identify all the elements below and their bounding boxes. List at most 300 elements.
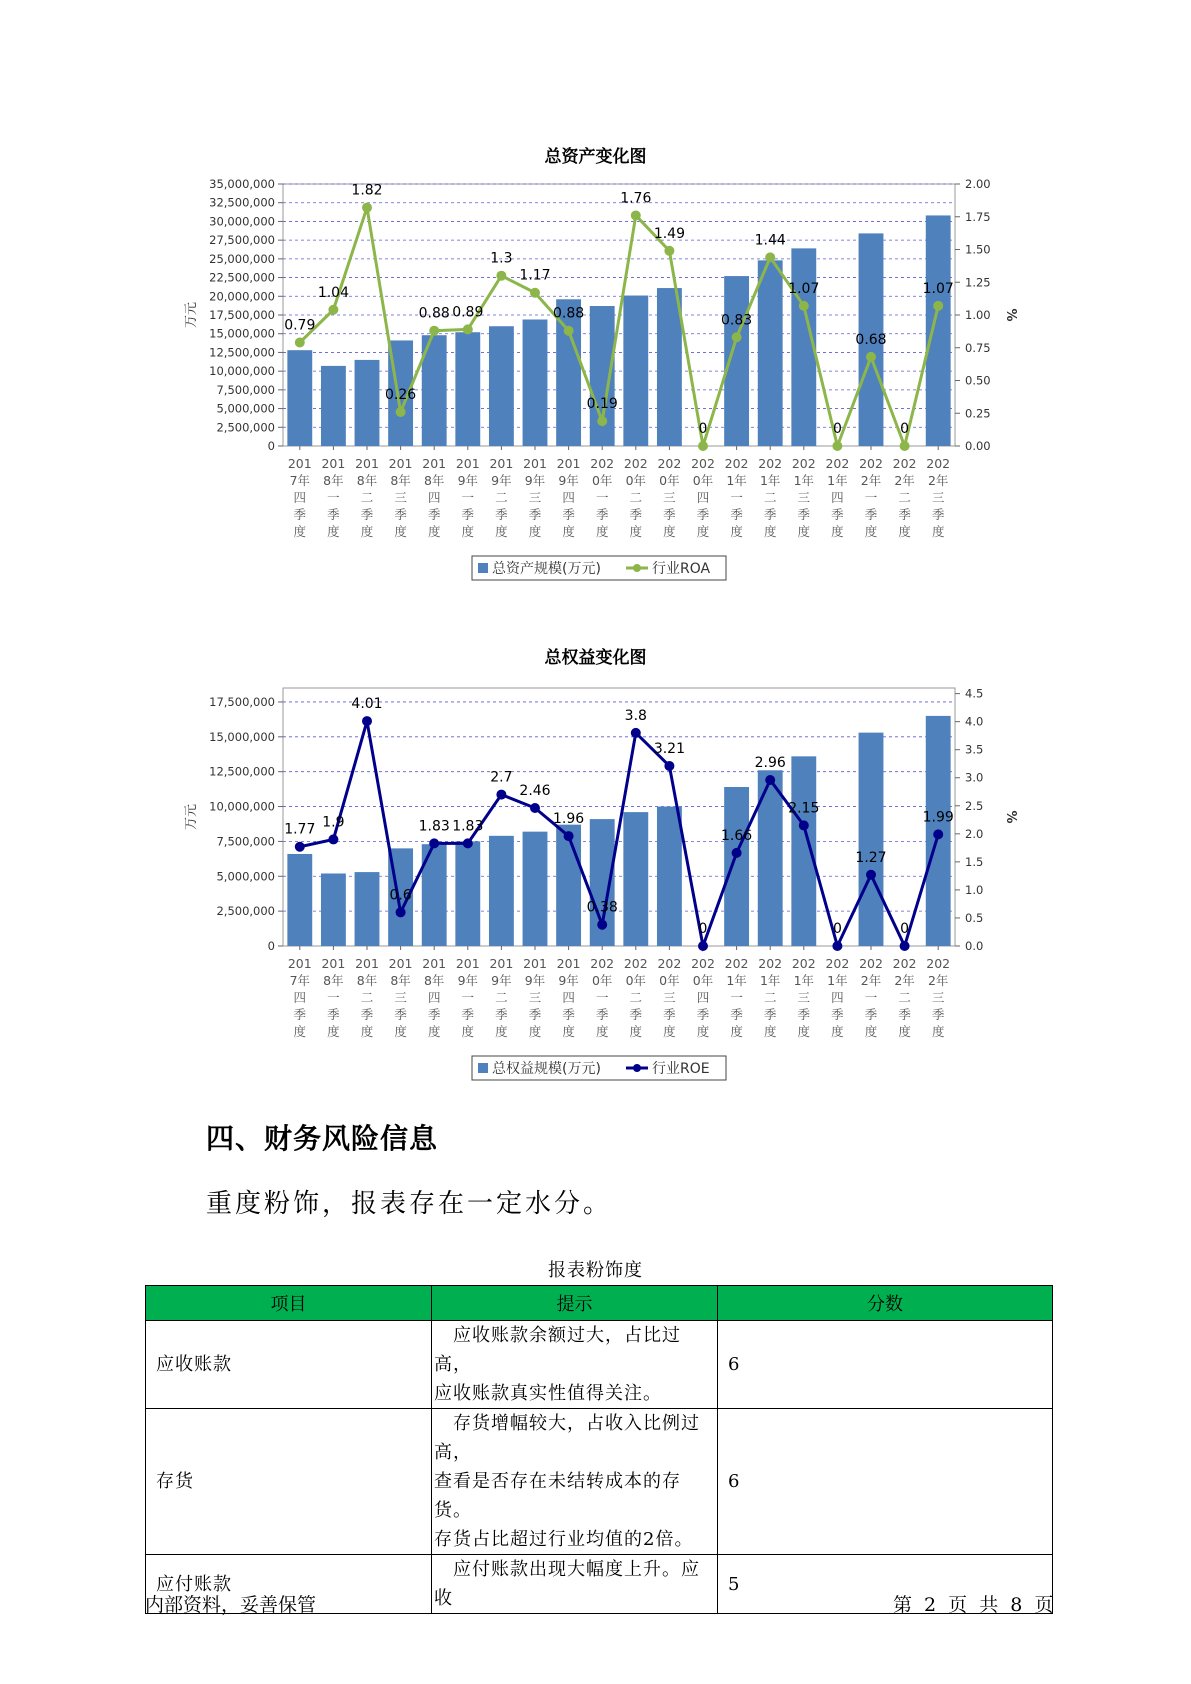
x-tick-label: 201 — [321, 956, 346, 971]
x-tick-label: 度 — [528, 524, 542, 539]
y-left-tick-label: 5,000,000 — [216, 869, 275, 884]
y-left-tick-label: 15,000,000 — [209, 326, 275, 341]
x-tick-label: 二 — [629, 490, 643, 505]
x-tick-label: 度 — [293, 1024, 307, 1039]
line-point — [698, 441, 708, 451]
line-data-label: 1.9 — [322, 814, 345, 831]
x-tick-label: 9年 — [457, 473, 479, 488]
x-tick-label: 201 — [523, 956, 547, 971]
x-tick-label: 季 — [293, 507, 307, 522]
x-tick-label: 0年 — [692, 473, 714, 488]
bar — [859, 733, 884, 946]
x-tick-label: 202 — [623, 956, 648, 971]
x-tick-label: 度 — [495, 1024, 508, 1039]
x-tick-label: 季 — [495, 1007, 508, 1022]
x-tick-label: 202 — [859, 956, 883, 971]
x-tick-label: 度 — [797, 1024, 811, 1039]
line-data-label: 1.83 — [452, 818, 484, 835]
x-tick-label: 9年 — [558, 973, 579, 988]
x-tick-label: 度 — [629, 524, 643, 539]
x-tick-label: 201 — [556, 956, 581, 971]
x-tick-label: 1年 — [726, 973, 747, 988]
x-tick-label: 三 — [394, 990, 407, 1005]
x-tick-label: 二 — [763, 490, 777, 505]
x-tick-label: 9年 — [558, 473, 579, 488]
bar — [657, 288, 682, 446]
x-tick-label: 季 — [663, 507, 676, 522]
x-tick-label: 0年 — [659, 973, 680, 988]
x-tick-label: 二 — [898, 490, 911, 505]
bar — [287, 854, 312, 946]
bar — [321, 366, 346, 446]
x-tick-label: 季 — [763, 1007, 777, 1022]
x-tick-label: 2年 — [860, 973, 882, 988]
section-body-text: 重度粉饰，报表存在一定水分。 — [206, 1189, 613, 1219]
bar — [724, 787, 749, 946]
x-tick-label: 7年 — [289, 973, 311, 988]
y-left-tick-label: 0 — [267, 439, 275, 453]
header-score: 分数 — [718, 1286, 1053, 1321]
y-left-tick-label: 5,000,000 — [216, 401, 275, 416]
y-right-tick-label: 1.0 — [965, 882, 984, 897]
line-data-label: 0.38 — [586, 899, 618, 916]
x-tick-label: 0年 — [659, 473, 680, 488]
x-tick-label: 季 — [898, 1007, 911, 1022]
x-tick-label: 9年 — [491, 473, 512, 488]
x-tick-label: 二 — [495, 490, 508, 505]
x-tick-label: 度 — [663, 1024, 676, 1039]
table-caption: 报表粉饰度 — [548, 1260, 643, 1281]
line-data-label: 0.6 — [389, 887, 412, 904]
y-right-tick-label: 1.5 — [965, 854, 984, 869]
line-data-label: 0.88 — [418, 305, 450, 322]
x-tick-label: 季 — [898, 507, 911, 522]
y-right-tick-label: 0.75 — [965, 340, 991, 355]
line-data-label: 1.76 — [620, 190, 652, 207]
x-tick-label: 季 — [931, 507, 945, 522]
x-tick-label: 度 — [427, 1024, 441, 1039]
y-left-tick-label: 7,500,000 — [216, 834, 275, 849]
line-point — [832, 441, 842, 451]
line-data-label: 2.46 — [519, 783, 551, 800]
x-tick-label: 季 — [931, 1007, 945, 1022]
y-left-axis-label: 万元 — [184, 301, 199, 329]
line-data-label: 1.17 — [519, 267, 551, 284]
row-item: 应收账款 — [146, 1321, 432, 1409]
y-right-tick-label: 0.00 — [965, 439, 991, 453]
line-data-label: 1.3 — [490, 250, 513, 267]
x-tick-label: 201 — [321, 456, 346, 471]
x-tick-label: 度 — [730, 524, 743, 539]
x-tick-label: 季 — [696, 507, 710, 522]
x-tick-label: 季 — [629, 507, 643, 522]
y-left-tick-label: 20,000,000 — [209, 289, 275, 304]
y-left-tick-label: 12,500,000 — [209, 345, 275, 360]
x-tick-label: 201 — [556, 456, 581, 471]
y-left-tick-label: 32,500,000 — [209, 195, 275, 210]
x-tick-label: 202 — [791, 956, 816, 971]
x-tick-label: 1年 — [759, 973, 781, 988]
x-tick-label: 8年 — [390, 473, 411, 488]
row-score: 6 — [718, 1409, 1053, 1555]
y-left-tick-label: 27,500,000 — [209, 233, 275, 248]
line-data-label: 1.49 — [653, 225, 685, 242]
x-tick-label: 度 — [898, 524, 911, 539]
x-tick-label: 度 — [562, 524, 575, 539]
x-tick-label: 度 — [394, 1024, 407, 1039]
y-right-tick-label: 3.0 — [965, 770, 984, 785]
x-tick-label: 三 — [663, 990, 676, 1005]
legend-bar-swatch — [478, 1063, 488, 1073]
line-point — [429, 326, 439, 336]
x-tick-label: 四 — [427, 990, 441, 1005]
x-tick-label: 202 — [590, 956, 615, 971]
x-tick-label: 1年 — [827, 473, 848, 488]
line-point — [564, 326, 574, 336]
x-tick-label: 三 — [797, 990, 811, 1005]
x-tick-label: 8年 — [390, 973, 411, 988]
x-tick-label: 度 — [730, 1024, 743, 1039]
table-row — [146, 1321, 1053, 1409]
legend-line-label: 行业ROA — [652, 561, 711, 577]
y-left-axis-label: 万元 — [184, 803, 199, 831]
x-tick-label: 201 — [388, 456, 413, 471]
x-tick-label: 0年 — [625, 473, 647, 488]
y-right-axis-label: % — [1003, 810, 1018, 824]
legend-bar-label: 总权益规模(万元) — [492, 1061, 601, 1077]
x-tick-label: 度 — [360, 1024, 374, 1039]
x-tick-label: 季 — [394, 1007, 407, 1022]
line-point — [328, 834, 338, 844]
x-tick-label: 季 — [528, 507, 542, 522]
x-tick-label: 201 — [455, 456, 480, 471]
x-tick-label: 2年 — [927, 473, 949, 488]
x-tick-label: 8年 — [356, 973, 378, 988]
x-tick-label: 二 — [360, 490, 374, 505]
line-data-label: 0.88 — [553, 305, 585, 322]
x-tick-label: 8年 — [356, 473, 378, 488]
x-tick-label: 2年 — [894, 473, 915, 488]
y-right-tick-label: 0.5 — [965, 910, 984, 925]
legend-line-label: 行业ROE — [652, 1061, 710, 1077]
x-tick-label: 201 — [287, 956, 312, 971]
y-right-tick-label: 2.00 — [965, 177, 991, 191]
x-tick-label: 季 — [562, 507, 575, 522]
x-tick-label: 二 — [360, 990, 374, 1005]
x-tick-label: 三 — [394, 490, 407, 505]
line-point — [799, 820, 809, 830]
table-row — [146, 1409, 1053, 1555]
line-point — [866, 352, 876, 362]
line-data-label: 0.83 — [721, 312, 753, 329]
y-left-tick-label: 30,000,000 — [209, 214, 275, 229]
bar — [657, 807, 682, 946]
x-tick-label: 8年 — [323, 973, 344, 988]
x-tick-label: 季 — [595, 507, 609, 522]
x-tick-label: 季 — [797, 507, 811, 522]
x-tick-label: 201 — [455, 956, 480, 971]
line-point — [732, 332, 742, 342]
line-data-label: 1.07 — [922, 280, 954, 297]
y-right-tick-label: 3.5 — [965, 742, 984, 757]
line-data-label: 0 — [698, 921, 708, 937]
line-data-label: 0 — [832, 421, 842, 437]
line-data-label: 0.26 — [385, 386, 417, 403]
line-data-label: 0 — [832, 921, 842, 937]
x-tick-label: 三 — [931, 490, 945, 505]
line-data-label: 2.15 — [788, 800, 820, 817]
line-data-label: 0.19 — [586, 396, 618, 413]
x-tick-label: 四 — [562, 490, 575, 505]
x-tick-label: 季 — [528, 1007, 542, 1022]
x-tick-label: 度 — [864, 1024, 878, 1039]
y-right-tick-label: 0.0 — [965, 939, 984, 953]
y-left-tick-label: 0 — [267, 939, 275, 953]
y-left-tick-label: 25,000,000 — [209, 251, 275, 266]
section-heading: 四、财务风险信息 — [206, 1122, 439, 1155]
x-tick-label: 季 — [562, 1007, 575, 1022]
legend-line-marker — [633, 1064, 641, 1072]
x-tick-label: 一 — [730, 990, 743, 1005]
x-tick-label: 202 — [758, 956, 783, 971]
hint-line: 应收账款余额过大，占比过高， — [434, 1325, 681, 1375]
line-point — [530, 803, 540, 813]
x-tick-label: 季 — [360, 1007, 374, 1022]
line-data-label: 1.66 — [721, 827, 753, 844]
row-score: 6 — [718, 1321, 1053, 1409]
x-tick-label: 季 — [461, 1007, 475, 1022]
x-tick-label: 201 — [355, 456, 379, 471]
row-item: 应付账款 — [146, 1555, 432, 1614]
x-tick-label: 度 — [831, 1024, 844, 1039]
x-tick-label: 季 — [831, 507, 844, 522]
bar — [355, 360, 380, 446]
x-tick-label: 度 — [394, 524, 407, 539]
x-tick-label: 202 — [926, 956, 951, 971]
x-tick-label: 季 — [864, 1007, 878, 1022]
line-point — [664, 246, 674, 256]
line-point — [396, 407, 406, 417]
x-tick-label: 季 — [730, 1007, 743, 1022]
line-data-label: 0 — [900, 921, 910, 937]
x-tick-label: 201 — [287, 456, 312, 471]
x-tick-label: 0年 — [625, 973, 647, 988]
x-tick-label: 8年 — [423, 473, 445, 488]
x-tick-label: 一 — [595, 490, 609, 505]
x-tick-label: 度 — [360, 524, 374, 539]
footer-confidential-note: 内部资料，妥善保管 — [145, 1594, 317, 1616]
x-tick-label: 四 — [831, 490, 844, 505]
footer-page-number: 第 2 页 共 8 页 — [893, 1594, 1054, 1616]
bar — [623, 296, 648, 446]
hint-line: 应收账款真实性值得关注。 — [434, 1383, 662, 1404]
line-point — [900, 941, 910, 951]
y-right-tick-label: 0.50 — [965, 373, 991, 388]
legend-line-marker — [633, 564, 641, 572]
y-left-tick-label: 7,500,000 — [216, 382, 275, 397]
x-tick-label: 201 — [489, 956, 514, 971]
x-tick-label: 一 — [864, 490, 878, 505]
equity-chart-title: 总权益变化图 — [544, 648, 647, 668]
line-data-label: 1.83 — [418, 818, 450, 835]
x-tick-label: 度 — [461, 524, 475, 539]
x-tick-label: 四 — [562, 990, 575, 1005]
line-data-label: 2.96 — [754, 754, 786, 771]
bar — [523, 832, 548, 946]
x-tick-label: 二 — [763, 990, 777, 1005]
x-tick-label: 季 — [495, 507, 508, 522]
x-tick-label: 度 — [629, 1024, 643, 1039]
x-tick-label: 二 — [629, 990, 643, 1005]
line-data-label: 0.79 — [284, 317, 316, 334]
x-tick-label: 202 — [657, 456, 682, 471]
x-tick-label: 0年 — [591, 473, 613, 488]
line-point — [597, 920, 607, 930]
line-data-label: 1.44 — [754, 232, 786, 249]
x-tick-label: 三 — [931, 990, 945, 1005]
line-data-label: 0 — [698, 421, 708, 437]
line-point — [328, 305, 338, 315]
y-right-tick-label: 4.0 — [965, 714, 984, 729]
line-data-label: 1.27 — [855, 849, 887, 866]
x-tick-label: 季 — [360, 507, 374, 522]
bar — [287, 350, 312, 446]
x-tick-label: 四 — [696, 990, 710, 1005]
line-data-label: 1.07 — [788, 280, 820, 297]
line-data-label: 0.89 — [452, 304, 484, 321]
x-tick-label: 202 — [758, 456, 783, 471]
x-tick-label: 202 — [791, 456, 816, 471]
line-data-label: 0.68 — [855, 331, 887, 348]
x-tick-label: 度 — [595, 524, 609, 539]
x-tick-label: 季 — [763, 507, 777, 522]
x-tick-label: 度 — [327, 1024, 340, 1039]
x-tick-label: 度 — [461, 1024, 475, 1039]
line-point — [933, 829, 943, 839]
x-tick-label: 季 — [629, 1007, 643, 1022]
x-tick-label: 2年 — [927, 973, 949, 988]
x-tick-label: 三 — [663, 490, 676, 505]
bar — [489, 836, 514, 946]
x-tick-label: 201 — [422, 956, 447, 971]
x-tick-label: 9年 — [457, 973, 479, 988]
x-tick-label: 202 — [825, 456, 850, 471]
equity-chart — [0, 670, 1191, 1100]
x-tick-label: 季 — [864, 507, 878, 522]
x-tick-label: 季 — [327, 507, 340, 522]
x-tick-label: 202 — [657, 956, 682, 971]
x-tick-label: 四 — [696, 490, 710, 505]
x-tick-label: 度 — [427, 524, 441, 539]
x-tick-label: 二 — [898, 990, 911, 1005]
y-right-tick-label: 2.5 — [965, 798, 984, 813]
x-tick-label: 一 — [864, 990, 878, 1005]
line-data-label: 1.77 — [284, 821, 316, 838]
x-tick-label: 202 — [724, 956, 749, 971]
line-point — [295, 842, 305, 852]
row-score: 5 — [718, 1555, 1053, 1614]
x-tick-label: 1年 — [726, 473, 747, 488]
line-point — [664, 761, 674, 771]
hint-line: 应付账款出现大幅度上升。应收 — [434, 1559, 700, 1609]
x-tick-label: 202 — [926, 456, 951, 471]
bar — [455, 841, 480, 946]
y-left-tick-label: 12,500,000 — [209, 764, 275, 779]
row-item: 存货 — [146, 1409, 432, 1555]
x-tick-label: 季 — [595, 1007, 609, 1022]
x-tick-label: 度 — [696, 1024, 710, 1039]
y-right-tick-label: 1.00 — [965, 308, 991, 322]
line-data-label: 1.96 — [553, 811, 585, 828]
x-tick-label: 202 — [892, 956, 917, 971]
line-point — [362, 203, 372, 213]
x-tick-label: 201 — [489, 456, 514, 471]
x-tick-label: 三 — [528, 990, 542, 1005]
x-tick-label: 季 — [293, 1007, 307, 1022]
line-point — [698, 941, 708, 951]
x-tick-label: 季 — [427, 507, 441, 522]
legend-bar-label: 总资产规模(万元) — [492, 561, 601, 577]
hint-line: 存货增幅较大，占收入比例过高， — [434, 1413, 700, 1463]
x-tick-label: 201 — [388, 956, 413, 971]
x-tick-label: 三 — [528, 490, 542, 505]
x-tick-label: 度 — [831, 524, 844, 539]
header-item: 项目 — [146, 1286, 432, 1321]
y-left-tick-label: 17,500,000 — [209, 694, 275, 709]
line-data-label: 0 — [900, 421, 910, 437]
x-tick-label: 季 — [663, 1007, 676, 1022]
bar — [623, 812, 648, 946]
x-tick-label: 201 — [422, 456, 447, 471]
header-hint: 提示 — [432, 1286, 718, 1321]
x-tick-label: 度 — [595, 1024, 609, 1039]
x-tick-label: 202 — [590, 456, 615, 471]
x-tick-label: 度 — [293, 524, 307, 539]
bar — [455, 332, 480, 446]
x-tick-label: 四 — [831, 990, 844, 1005]
x-tick-label: 度 — [898, 1024, 911, 1039]
line-point — [900, 441, 910, 451]
x-tick-label: 四 — [427, 490, 441, 505]
line-point — [631, 728, 641, 738]
line-data-label: 2.7 — [490, 769, 513, 786]
x-tick-label: 202 — [691, 956, 715, 971]
y-left-tick-label: 10,000,000 — [209, 799, 275, 814]
x-tick-label: 9年 — [524, 473, 546, 488]
y-left-tick-label: 15,000,000 — [209, 729, 275, 744]
line-point — [866, 870, 876, 880]
line-data-label: 3.8 — [624, 707, 647, 724]
line-data-label: 1.04 — [317, 284, 349, 301]
x-tick-label: 202 — [825, 956, 850, 971]
y-right-tick-label: 0.25 — [965, 406, 991, 421]
x-tick-label: 度 — [763, 1024, 777, 1039]
x-tick-label: 季 — [427, 1007, 441, 1022]
line-point — [933, 301, 943, 311]
line-point — [496, 271, 506, 281]
x-tick-label: 202 — [724, 456, 749, 471]
bar — [523, 319, 548, 446]
line-point — [765, 775, 775, 785]
y-right-tick-label: 1.50 — [965, 242, 991, 257]
line-data-label: 1.99 — [922, 809, 954, 826]
y-right-tick-label: 1.25 — [965, 275, 991, 290]
y-left-tick-label: 22,500,000 — [209, 270, 275, 285]
line-point — [295, 338, 305, 348]
row-hint — [432, 1555, 718, 1614]
x-tick-label: 一 — [461, 490, 475, 505]
row-hint — [432, 1409, 718, 1555]
